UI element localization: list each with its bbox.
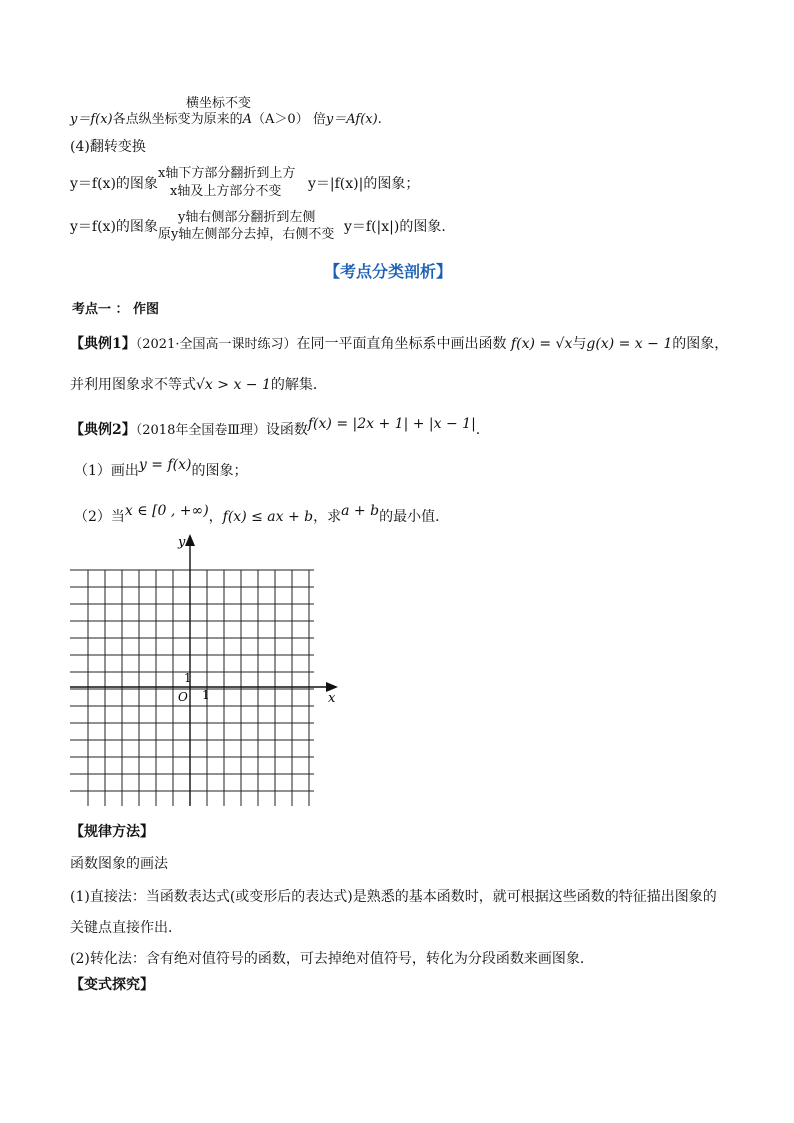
flip2-top: y轴右侧部分翻折到左侧: [178, 210, 316, 225]
example2-line1: [70, 416, 481, 439]
example2-q2-domain: x ∈ [0 , +∞): [124, 503, 209, 519]
y-tick-label: 1: [184, 671, 192, 685]
example1-line1: [70, 333, 728, 353]
flip2-result: y＝f(|x|)的图象.: [344, 219, 446, 235]
y-axis-arrow: [185, 534, 195, 546]
grid-lines: [70, 570, 314, 806]
flip1-top: x轴下方部分翻折到上方: [158, 166, 296, 181]
method-p1: (1)直接法：当函数表达式(或变形后的表达式)是熟悉的基本函数时，就可根据这些函数的特征描出图象的: [70, 889, 717, 905]
method-p1b: 关键点直接作出．: [70, 920, 182, 936]
y-axis-label: y: [178, 535, 186, 550]
example2-label: 【典例2】: [70, 422, 136, 438]
flip2-func: y＝f(x)的图象: [70, 219, 158, 235]
example1-line2: [70, 374, 327, 394]
origin-label: O: [178, 690, 188, 704]
example1-source: （2021·全国高一课时练习）: [135, 337, 297, 352]
flip1-result: y＝|f(x)|的图象；: [308, 176, 420, 192]
example1-yu: 与: [572, 336, 587, 352]
example1-g-expr: g(x) = x − 1: [586, 336, 673, 352]
example2-source: （2018年全国卷Ⅲ理）: [135, 423, 266, 438]
example1-text2: 的图象，: [672, 336, 729, 352]
scale-mid-text: 各点纵坐标变为原来的: [112, 112, 243, 127]
example2-f-expr: f(x) = |2x + 1| + |x − 1|: [307, 416, 476, 432]
example2-q2-pre: （2）当: [74, 509, 125, 525]
example2-q2-post: 的最小值．: [379, 509, 450, 525]
arrow-label-top: 横坐标不变: [186, 96, 252, 111]
example2-end: .: [475, 422, 481, 438]
example2-q2-ab: a + b: [341, 503, 380, 519]
example1-line2-post: 的解集．: [270, 377, 327, 393]
variant-title: 【变式探究】: [70, 977, 154, 993]
example2-q1-expr: y = f(x): [138, 457, 192, 473]
method-p2: (2)转化法：含有绝对值符号的函数，可去掉绝对值符号，转化为分段函数来画图象．: [70, 951, 594, 967]
scale-result: y＝Af(x).: [325, 112, 382, 127]
var-A: A: [242, 112, 253, 127]
flip1-func: y＝f(x)的图象: [70, 176, 158, 192]
example2-text1: 设函数: [265, 422, 308, 438]
scale-cond: （A＞0）: [252, 112, 309, 127]
x-tick-label: 1: [202, 688, 210, 702]
method-title: 【规律方法】: [70, 824, 154, 840]
scale-bei: 倍: [312, 112, 326, 127]
example1-ineq: √x > x − 1: [196, 377, 271, 393]
example2-q2-mid: ，求: [313, 509, 342, 525]
flip1-bottom: x轴及上方部分不变: [170, 184, 282, 199]
flip-title: (4)翻转变换: [70, 139, 146, 155]
example2-q2-cond: f(x) ≤ ax + b: [222, 509, 314, 525]
example2-q2: （2）当x ∈ [0 , +∞)，f(x) ≤ ax + b，求a + b的最小值．: [74, 503, 450, 525]
example1-text1: 在同一平面直角坐标系中画出函数: [296, 336, 507, 352]
x-axis-label: x: [328, 691, 336, 706]
example1-f-expr: f(x) = √x: [510, 336, 573, 352]
kaodian-title: 考点一 ： 作图: [72, 302, 160, 317]
example1-line2-pre: 并利用图象求不等式: [70, 377, 196, 393]
coordinate-grid: [60, 530, 350, 812]
example1-label: 【典例1】: [70, 336, 136, 352]
example2-q1: [74, 457, 248, 480]
method-subtitle: 函数图象的画法: [70, 856, 168, 872]
example2-q1-pre: （1）画出: [74, 463, 139, 479]
flip2-bottom: 原y轴左侧部分去掉，右侧不变: [158, 227, 335, 242]
func-f: y＝f(x): [70, 112, 113, 127]
scale-transform-line: [70, 108, 382, 127]
section-heading: 【考点分类剖析】: [324, 262, 453, 281]
example2-q1-post: 的图象；: [191, 463, 248, 479]
